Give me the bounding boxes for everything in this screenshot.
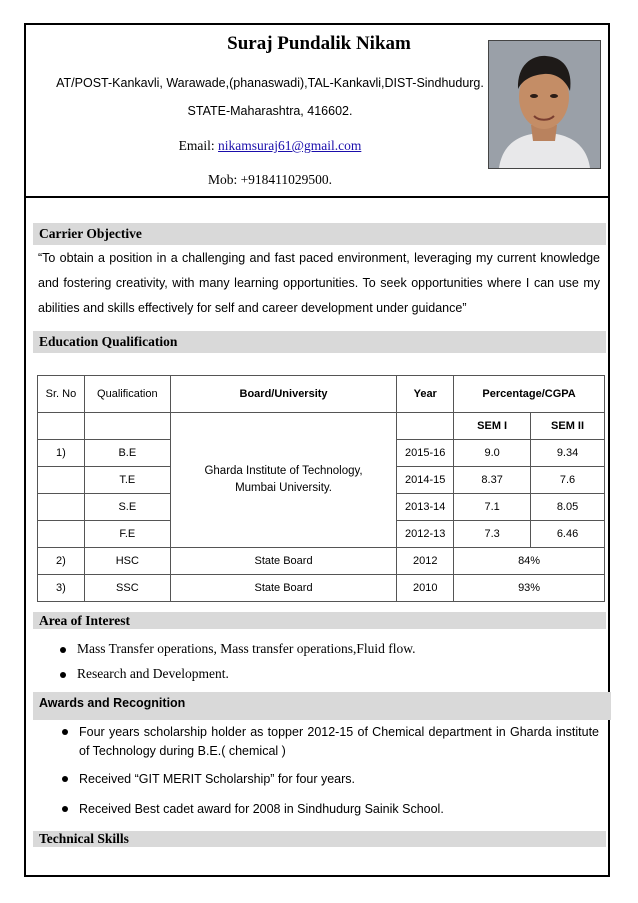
table-cell: 9.0 (454, 440, 531, 467)
table-cell: 84% (454, 548, 605, 575)
col-header: Sr. No (38, 376, 85, 413)
table-cell: 7.6 (531, 467, 605, 494)
bullet-icon (62, 776, 68, 782)
table-cell: 2015-16 (397, 440, 454, 467)
table-cell: S.E (84, 494, 170, 521)
candidate-name: Suraj Pundalik Nikam (227, 33, 411, 54)
education-table (37, 375, 605, 602)
email-line (0, 138, 540, 154)
education-heading: Education Qualification (33, 331, 606, 353)
table-cell: 2012-13 (397, 521, 454, 548)
award-item: Four years scholarship holder as topper 2012-15 of Chemical department in Gharda institute of Technology during B.E.( chemical ) (79, 725, 599, 758)
table-cell: HSC (84, 548, 170, 575)
table-cell (397, 413, 454, 440)
table-cell: 2013-14 (397, 494, 454, 521)
be-board-cell: Gharda Institute of Technology, Mumbai University. (170, 413, 397, 548)
table-cell: 7.3 (454, 521, 531, 548)
table-cell (38, 467, 85, 494)
mobile-line: Mob: +918411029500. (207, 172, 333, 187)
table-cell: State Board (170, 548, 397, 575)
table-cell: 2012 (397, 548, 454, 575)
objective-heading: Carrier Objective (33, 223, 606, 245)
bullet-icon (60, 647, 66, 653)
table-cell: T.E (84, 467, 170, 494)
table-cell: State Board (170, 575, 397, 602)
col-header: Percentage/CGPA (454, 376, 605, 413)
table-cell (38, 494, 85, 521)
sem-header-row (38, 413, 605, 440)
sem-header: SEM II (531, 413, 605, 440)
table-cell (38, 521, 85, 548)
table-cell: 8.37 (454, 467, 531, 494)
table-cell: 9.34 (531, 440, 605, 467)
col-header: Year (397, 376, 454, 413)
bullet-icon (62, 729, 68, 735)
interest-item: Mass Transfer operations, Mass transfer operations,Fluid flow. (77, 641, 416, 656)
table-header-row (38, 376, 605, 413)
email-label: Email: (178, 138, 215, 153)
header-divider (24, 196, 610, 198)
table-cell: F.E (84, 521, 170, 548)
col-header: Board/University (170, 376, 397, 413)
table-cell (84, 413, 170, 440)
table-cell: 2010 (397, 575, 454, 602)
address-line-1: AT/POST-Kankavli, Warawade,(phanaswadi),TAL-Kankavli,DIST-Sindhudurg. (56, 76, 484, 90)
table-cell: 7.1 (454, 494, 531, 521)
address-line-2: STATE-Maharashtra, 416602. (187, 104, 353, 118)
awards-heading: Awards and Recognition (33, 692, 611, 720)
interest-item: Research and Development. (77, 666, 229, 681)
interest-heading: Area of Interest (33, 612, 606, 629)
table-cell: 3) (38, 575, 85, 602)
objective-text: “To obtain a position in a challenging and fast paced environment, leveraging my current knowledge and fostering creativity, with many learning opportunities. To seek opportunities where I can use my abilities and skills effectively for self and career development under guidance” (38, 251, 600, 315)
table-cell: 2) (38, 548, 85, 575)
table-cell: SSC (84, 575, 170, 602)
table-cell: 1) (38, 440, 85, 467)
table-cell: 93% (454, 575, 605, 602)
skills-heading: Technical Skills (33, 831, 606, 847)
table-row (38, 575, 605, 602)
table-cell (38, 413, 85, 440)
email-link[interactable]: nikamsuraj61@gmail.com (218, 138, 362, 153)
table-cell: 6.46 (531, 521, 605, 548)
col-header: Qualification (84, 376, 170, 413)
sem-header: SEM I (454, 413, 531, 440)
table-row (38, 548, 605, 575)
bullet-icon (62, 806, 68, 812)
award-item: Received “GIT MERIT Scholarship” for four years. (79, 772, 356, 786)
profile-photo (488, 40, 601, 169)
table-cell: B.E (84, 440, 170, 467)
table-cell: 8.05 (531, 494, 605, 521)
table-cell: 2014-15 (397, 467, 454, 494)
bullet-icon (60, 672, 66, 678)
award-item: Received Best cadet award for 2008 in Sindhudurg Sainik School. (79, 802, 444, 816)
